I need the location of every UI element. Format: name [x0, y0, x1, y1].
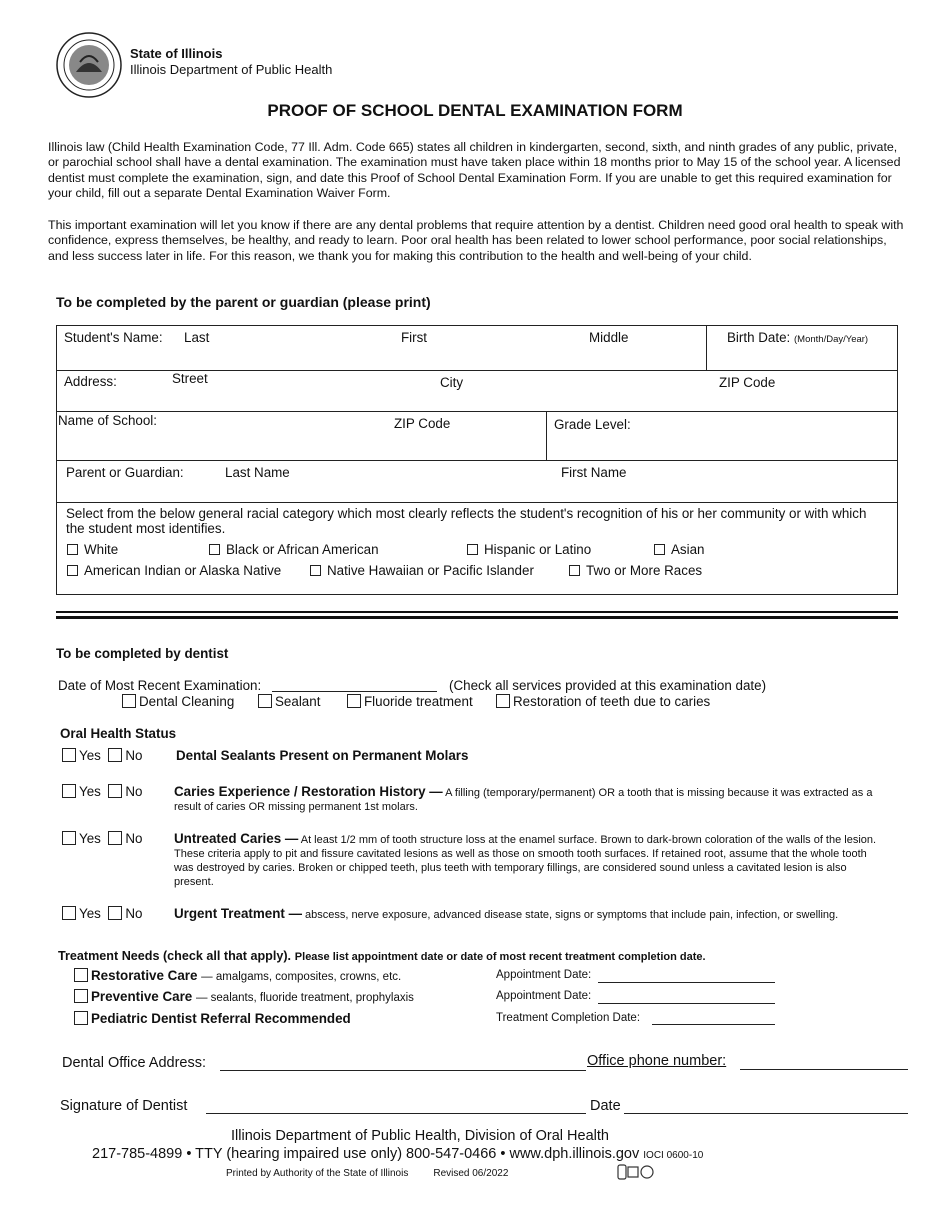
students-name-label: Student's Name:	[64, 330, 163, 345]
signature-field[interactable]	[206, 1097, 586, 1114]
office-phone-label: Office phone number:	[587, 1053, 727, 1069]
check-services-note: (Check all services provided at this examination date)	[449, 678, 767, 693]
treatment-needs-heading: Treatment Needs (check all that apply).	[58, 949, 292, 963]
sealants-title: Dental Sealants Present on Permanent Molars	[176, 748, 469, 763]
school-zip-label: ZIP Code	[394, 416, 451, 431]
dental-cleaning-label: Dental Cleaning	[139, 694, 235, 709]
city-label: City	[440, 375, 464, 390]
sealants-yes-checkbox[interactable]	[62, 748, 76, 762]
birth-date-label: Birth Date: (Month/Day/Year)	[727, 330, 869, 345]
parent-first-name-label: First Name	[561, 465, 627, 480]
sealants-no-checkbox[interactable]	[108, 748, 122, 762]
race-hispanic-label: Hispanic or Latino	[484, 542, 592, 557]
oral-health-heading: Oral Health Status	[60, 726, 177, 741]
ioci-logo-icon	[617, 1164, 657, 1180]
preventive-care-title: Preventive Care	[91, 989, 193, 1004]
parent-info-box	[56, 325, 898, 595]
race-two-or-more-checkbox[interactable]	[569, 565, 580, 576]
dentist-section-heading: To be completed by dentist	[56, 646, 229, 661]
caries-history-yes-label: Yes	[79, 784, 101, 799]
restoration-checkbox[interactable]	[496, 694, 510, 708]
sealant-checkbox[interactable]	[258, 694, 272, 708]
completion-date-label: Treatment Completion Date:	[496, 1012, 641, 1024]
intro-paragraph-1: Illinois law (Child Health Examination Code, 77 Ill. Adm. Code 665) states all children in kindergarten, second, sixth, and ninth grades of any public, private, or parochial school shall have a dental examination. The examination must have taken place within 18 months prior to May 15 of the school year. A licensed dentist must complete the examination, sign, and date this Proof of School Dental Examination Form. If you are unable to get this required examination for your child, fill out a separate Dental Examination Waiver Form.	[48, 140, 901, 200]
untreated-caries-title: Untreated Caries —	[174, 831, 299, 846]
parent-guardian-label: Parent or Guardian:	[66, 465, 184, 480]
state-name: State of Illinois	[130, 46, 223, 61]
race-native-hawaiian-checkbox[interactable]	[310, 565, 321, 576]
race-black-checkbox[interactable]	[209, 544, 220, 555]
caries-history-yes-checkbox[interactable]	[62, 784, 76, 798]
fluoride-treatment-checkbox[interactable]	[347, 694, 361, 708]
office-address-label: Dental Office Address:	[62, 1055, 207, 1071]
office-phone-field[interactable]	[740, 1053, 908, 1070]
urgent-treatment-yes-checkbox[interactable]	[62, 906, 76, 920]
caries-history-no-label: No	[125, 784, 143, 799]
race-two-or-more-label: Two or More Races	[586, 563, 703, 578]
restoration-label: Restoration of teeth due to caries	[513, 694, 711, 709]
student-first-label: First	[401, 330, 428, 345]
sealant-label: Sealant	[275, 694, 321, 709]
address-zip-label: ZIP Code	[719, 375, 776, 390]
fluoride-treatment-label: Fluoride treatment	[364, 694, 473, 709]
untreated-caries-yes-label: Yes	[79, 831, 101, 846]
caries-history-title: Caries Experience / Restoration History —	[174, 784, 443, 799]
caries-history-no-checkbox[interactable]	[108, 784, 122, 798]
race-native-hawaiian-label: Native Hawaiian or Pacific Islander	[327, 563, 534, 578]
address-label: Address:	[64, 374, 117, 389]
form-code: IOCI 0600-10	[643, 1150, 704, 1161]
urgent-treatment-no-checkbox[interactable]	[108, 906, 122, 920]
department-name: Illinois Department of Public Health	[130, 62, 333, 77]
grade-level-label: Grade Level:	[554, 417, 631, 432]
footer-contact-text: 217-785-4899 • TTY (hearing impaired use only) 800-547-0466 • www.dph.illinois.gov	[92, 1146, 640, 1162]
student-middle-label: Middle	[589, 330, 629, 345]
student-last-label: Last	[184, 330, 210, 345]
sealants-no-label: No	[125, 748, 143, 763]
completion-date-field[interactable]	[652, 1011, 775, 1025]
pediatric-referral-checkbox[interactable]	[74, 1011, 88, 1025]
urgent-treatment-yes-label: Yes	[79, 906, 101, 921]
caries-history-desc: A filling (temporary/permanent) OR a tooth that is missing because it was extracted as a result of caries OR missing permanent 1st molars.	[174, 787, 873, 813]
footer-authority-line	[226, 1168, 508, 1179]
race-asian-label: Asian	[671, 542, 705, 557]
preventive-date-field[interactable]	[598, 990, 775, 1004]
illinois-state-seal-icon	[56, 32, 122, 98]
restorative-care-checkbox[interactable]	[74, 968, 88, 982]
exam-date-field[interactable]	[272, 677, 437, 692]
school-name-label: Name of School:	[58, 413, 157, 428]
footer-department: Illinois Department of Public Health, Division of Oral Health	[231, 1128, 609, 1144]
signature-date-field[interactable]	[624, 1097, 908, 1114]
footer-contact	[92, 1146, 703, 1162]
preventive-care-checkbox[interactable]	[74, 989, 88, 1003]
untreated-caries-desc: At least 1/2 mm of tooth structure loss at the enamel surface. Brown to dark-brown coloration of the walls of the lesion. These criteria apply to pit and fissure cavitated lesions as well as those on smooth tooth surfaces. If retained root, assume that the whole tooth was destroyed by caries. Broken or chipped teeth, plus teeth with temporary fillings, are considered sound unless a cavitated lesion is also present.	[174, 834, 877, 888]
race-white-label: White	[84, 542, 119, 557]
pediatric-referral-title: Pediatric Dentist Referral Recommended	[91, 1011, 351, 1026]
restorative-date-field[interactable]	[598, 969, 775, 983]
untreated-caries-no-label: No	[125, 831, 143, 846]
race-prompt: Select from the below general racial category which most clearly reflects the student's recognition of his or her community or with which the student most identifies.	[66, 506, 867, 536]
race-white-checkbox[interactable]	[67, 544, 78, 555]
untreated-caries-yes-checkbox[interactable]	[62, 831, 76, 845]
restorative-care-desc: — amalgams, composites, crowns, etc.	[201, 971, 402, 983]
preventive-care-desc: — sealants, fluoride treatment, prophylaxis	[195, 992, 414, 1004]
exam-date-label: Date of Most Recent Examination:	[58, 678, 262, 693]
dental-cleaning-checkbox[interactable]	[122, 694, 136, 708]
urgent-treatment-title: Urgent Treatment —	[174, 906, 302, 921]
intro-paragraph-2: This important examination will let you know if there are any dental problems that require attention by a dentist. Children need good oral health to speak with confidence, express themselves, be healthy, and ready to learn. Poor oral health has been related to lower school performance, poor social relationships, and less success later in life. For this reason, we thank you for making this contribution to the health and well-being of your child.	[48, 218, 904, 263]
parent-section-heading: To be completed by the parent or guardian (please print)	[56, 294, 431, 310]
section-divider	[56, 611, 898, 619]
race-american-indian-checkbox[interactable]	[67, 565, 78, 576]
race-asian-checkbox[interactable]	[654, 544, 665, 555]
footer-authority: Printed by Authority of the State of Illinois	[226, 1168, 409, 1179]
race-hispanic-checkbox[interactable]	[467, 544, 478, 555]
office-address-field[interactable]	[220, 1054, 586, 1071]
urgent-treatment-no-label: No	[125, 906, 143, 921]
date-label: Date	[590, 1098, 621, 1114]
urgent-treatment-desc: abscess, nerve exposure, advanced disease state, signs or symptoms that include pain, infection, or swelling.	[305, 909, 839, 921]
street-label: Street	[172, 371, 208, 386]
form-title: PROOF OF SCHOOL DENTAL EXAMINATION FORM	[267, 101, 683, 120]
race-black-label: Black or African American	[226, 542, 379, 557]
sealants-yes-label: Yes	[79, 748, 101, 763]
parent-last-name-label: Last Name	[225, 465, 290, 480]
footer-revised: Revised 06/2022	[433, 1168, 509, 1179]
untreated-caries-no-checkbox[interactable]	[108, 831, 122, 845]
signature-label: Signature of Dentist	[60, 1098, 188, 1114]
race-american-indian-label: American Indian or Alaska Native	[84, 563, 282, 578]
preventive-date-label: Appointment Date:	[496, 990, 592, 1002]
restorative-care-title: Restorative Care	[91, 968, 198, 983]
treatment-needs-note: Please list appointment date or date of most recent treatment completion date.	[294, 951, 706, 963]
restorative-date-label: Appointment Date:	[496, 969, 592, 981]
